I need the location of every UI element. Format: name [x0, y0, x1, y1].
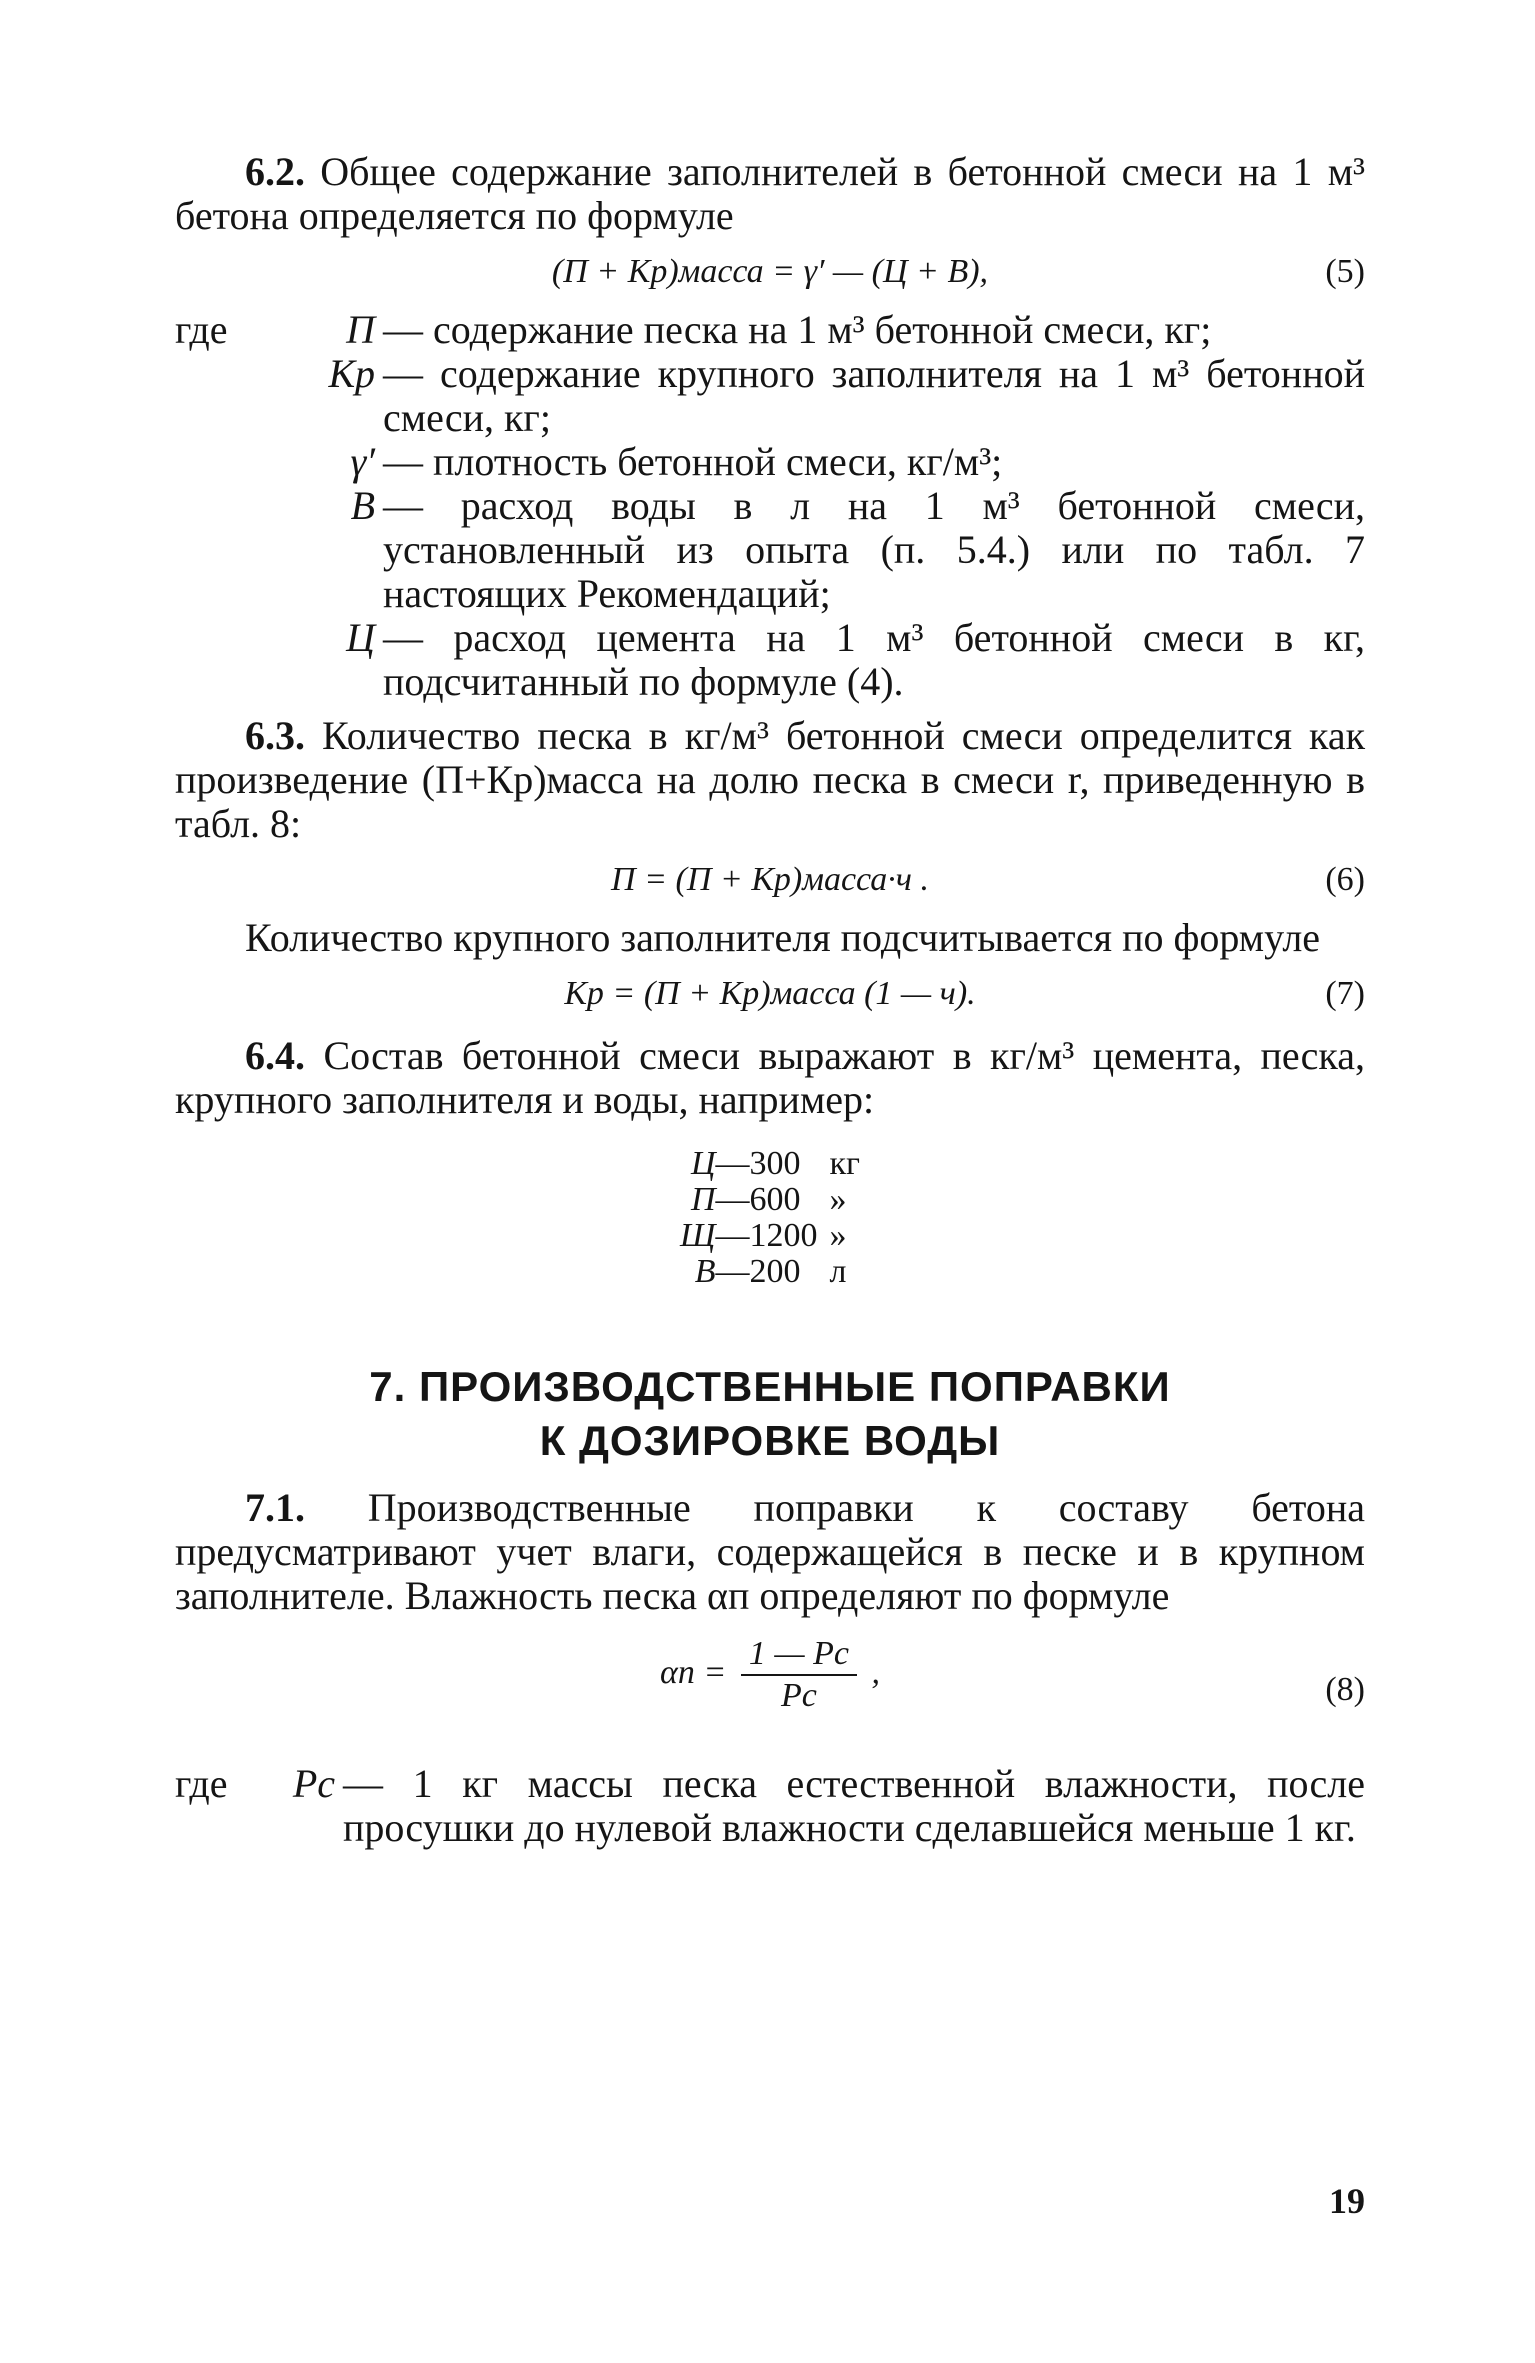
formula-5 — [175, 244, 1365, 298]
definition-item — [175, 440, 1365, 484]
definition-symbol: Ц — [346, 615, 375, 660]
section-number: 6.4. — [245, 1033, 305, 1078]
mix-value: —1200 — [715, 1217, 818, 1254]
formula-expression: Кр = (П + Кр)масса (1 — ч). — [564, 975, 976, 1012]
formula-lhs: αп = — [660, 1653, 727, 1691]
paragraph-6-2 — [175, 150, 1365, 238]
document-page — [175, 150, 1365, 1850]
definition-item — [175, 484, 1365, 616]
paragraph-text: Количество песка в кг/м³ бетонной смеси определится как произведение (П+Кр)масса на долю песка в смеси r, приведенную в табл. 8: — [175, 713, 1366, 846]
fraction — [741, 1634, 857, 1716]
definitions-list — [175, 308, 1365, 704]
definition-symbol: В — [350, 483, 375, 528]
mix-row — [674, 1254, 866, 1290]
mix-row — [674, 1182, 866, 1218]
mix-unit: кг — [829, 1145, 860, 1182]
mix-unit: » — [829, 1217, 847, 1254]
where-label: где — [175, 1761, 228, 1806]
equation-number: (5) — [1325, 253, 1365, 290]
definition-symbol: П — [346, 307, 375, 352]
paragraph-text: Состав бетонной смеси выражают в кг/м³ цемента, песка, крупного заполнителя и воды, например: — [175, 1033, 1365, 1122]
definition-text: — содержание крупного заполнителя на 1 м³ бетонной смеси, кг; — [383, 351, 1365, 440]
mix-unit: л — [829, 1253, 847, 1290]
definition-item — [175, 308, 1365, 352]
fraction-numerator: 1 — Pс — [741, 1634, 857, 1676]
page-number: 19 — [1329, 2181, 1365, 2221]
paragraph-6-4 — [175, 1034, 1365, 1122]
equation-number: (6) — [1325, 861, 1365, 898]
mix-symbol: П — [690, 1181, 716, 1218]
definition-text: — расход воды в л на 1 м³ бетонной смеси, установленный из опыта (п. 5.4.) или по табл. 7 настоящих Рекомендаций; — [383, 483, 1365, 616]
definition-symbol: Кр — [328, 351, 375, 396]
equation-number: (8) — [1325, 1671, 1365, 1708]
definition-item — [175, 616, 1365, 704]
definition-text: — плотность бетонной смеси, кг/м³; — [383, 439, 1003, 484]
paragraph-6-3 — [175, 714, 1365, 846]
definition-text: — содержание песка на 1 м³ бетонной смеси, кг; — [383, 307, 1212, 352]
mix-row — [674, 1146, 866, 1182]
mix-example-table — [674, 1146, 866, 1290]
where-label: где — [175, 307, 228, 352]
definition-symbol: Pс — [292, 1761, 335, 1806]
formula-tail: , — [871, 1653, 880, 1691]
fraction-denominator: Pс — [780, 1677, 817, 1714]
mix-symbol: Ц — [690, 1145, 716, 1182]
paragraph-7-1 — [175, 1486, 1365, 1618]
formula-7 — [175, 966, 1365, 1020]
formula-6 — [175, 852, 1365, 906]
mix-value: —300 — [715, 1145, 801, 1182]
paragraph-text-coarse: Количество крупного заполнителя подсчитывается по формуле — [245, 915, 1321, 960]
heading-line-1: 7. ПРОИЗВОДСТВЕННЫЕ ПОПРАВКИ — [369, 1363, 1171, 1410]
heading-line-2: К ДОЗИРОВКЕ ВОДЫ — [539, 1417, 1001, 1464]
mix-value: —600 — [715, 1181, 801, 1218]
mix-symbol: В — [694, 1253, 716, 1290]
mix-symbol: Щ — [680, 1217, 716, 1254]
definition-item — [175, 352, 1365, 440]
definition-symbol: γ′ — [350, 439, 375, 484]
equation-number: (7) — [1325, 975, 1365, 1012]
formula-expression — [175, 1634, 1365, 1716]
mix-value: —200 — [715, 1253, 801, 1290]
paragraph-text: Производственные поправки к составу бетона предусматривают учет влаги, содержащейся в песке и в крупном заполнителе. Влажность песка αп определяют по формуле — [175, 1485, 1366, 1618]
mix-row — [674, 1218, 866, 1254]
section-heading — [175, 1360, 1365, 1468]
mix-example — [175, 1146, 1365, 1290]
section-number: 7.1. — [245, 1485, 305, 1530]
definition-text: — расход цемента на 1 м³ бетонной смеси в кг, подсчитанный по формуле (4). — [383, 615, 1365, 704]
formula-expression: (П + Кр)масса = γ′ — (Ц + В), — [551, 253, 989, 290]
section-number: 6.3. — [245, 713, 305, 758]
definition-text: — 1 кг массы песка естественной влажности, после просушки до нулевой влажности сделавшейся меньше 1 кг. — [343, 1761, 1365, 1850]
mix-unit: » — [829, 1181, 847, 1218]
section-number: 6.2. — [245, 149, 305, 194]
formula-expression: П = (П + Кр)масса·ч . — [611, 861, 929, 898]
paragraph-text: Общее содержание заполнителей в бетонной смеси на 1 м³ бетона определяется по формуле — [175, 149, 1365, 238]
definition-item — [175, 1762, 1365, 1850]
formula-8 — [175, 1634, 1365, 1744]
